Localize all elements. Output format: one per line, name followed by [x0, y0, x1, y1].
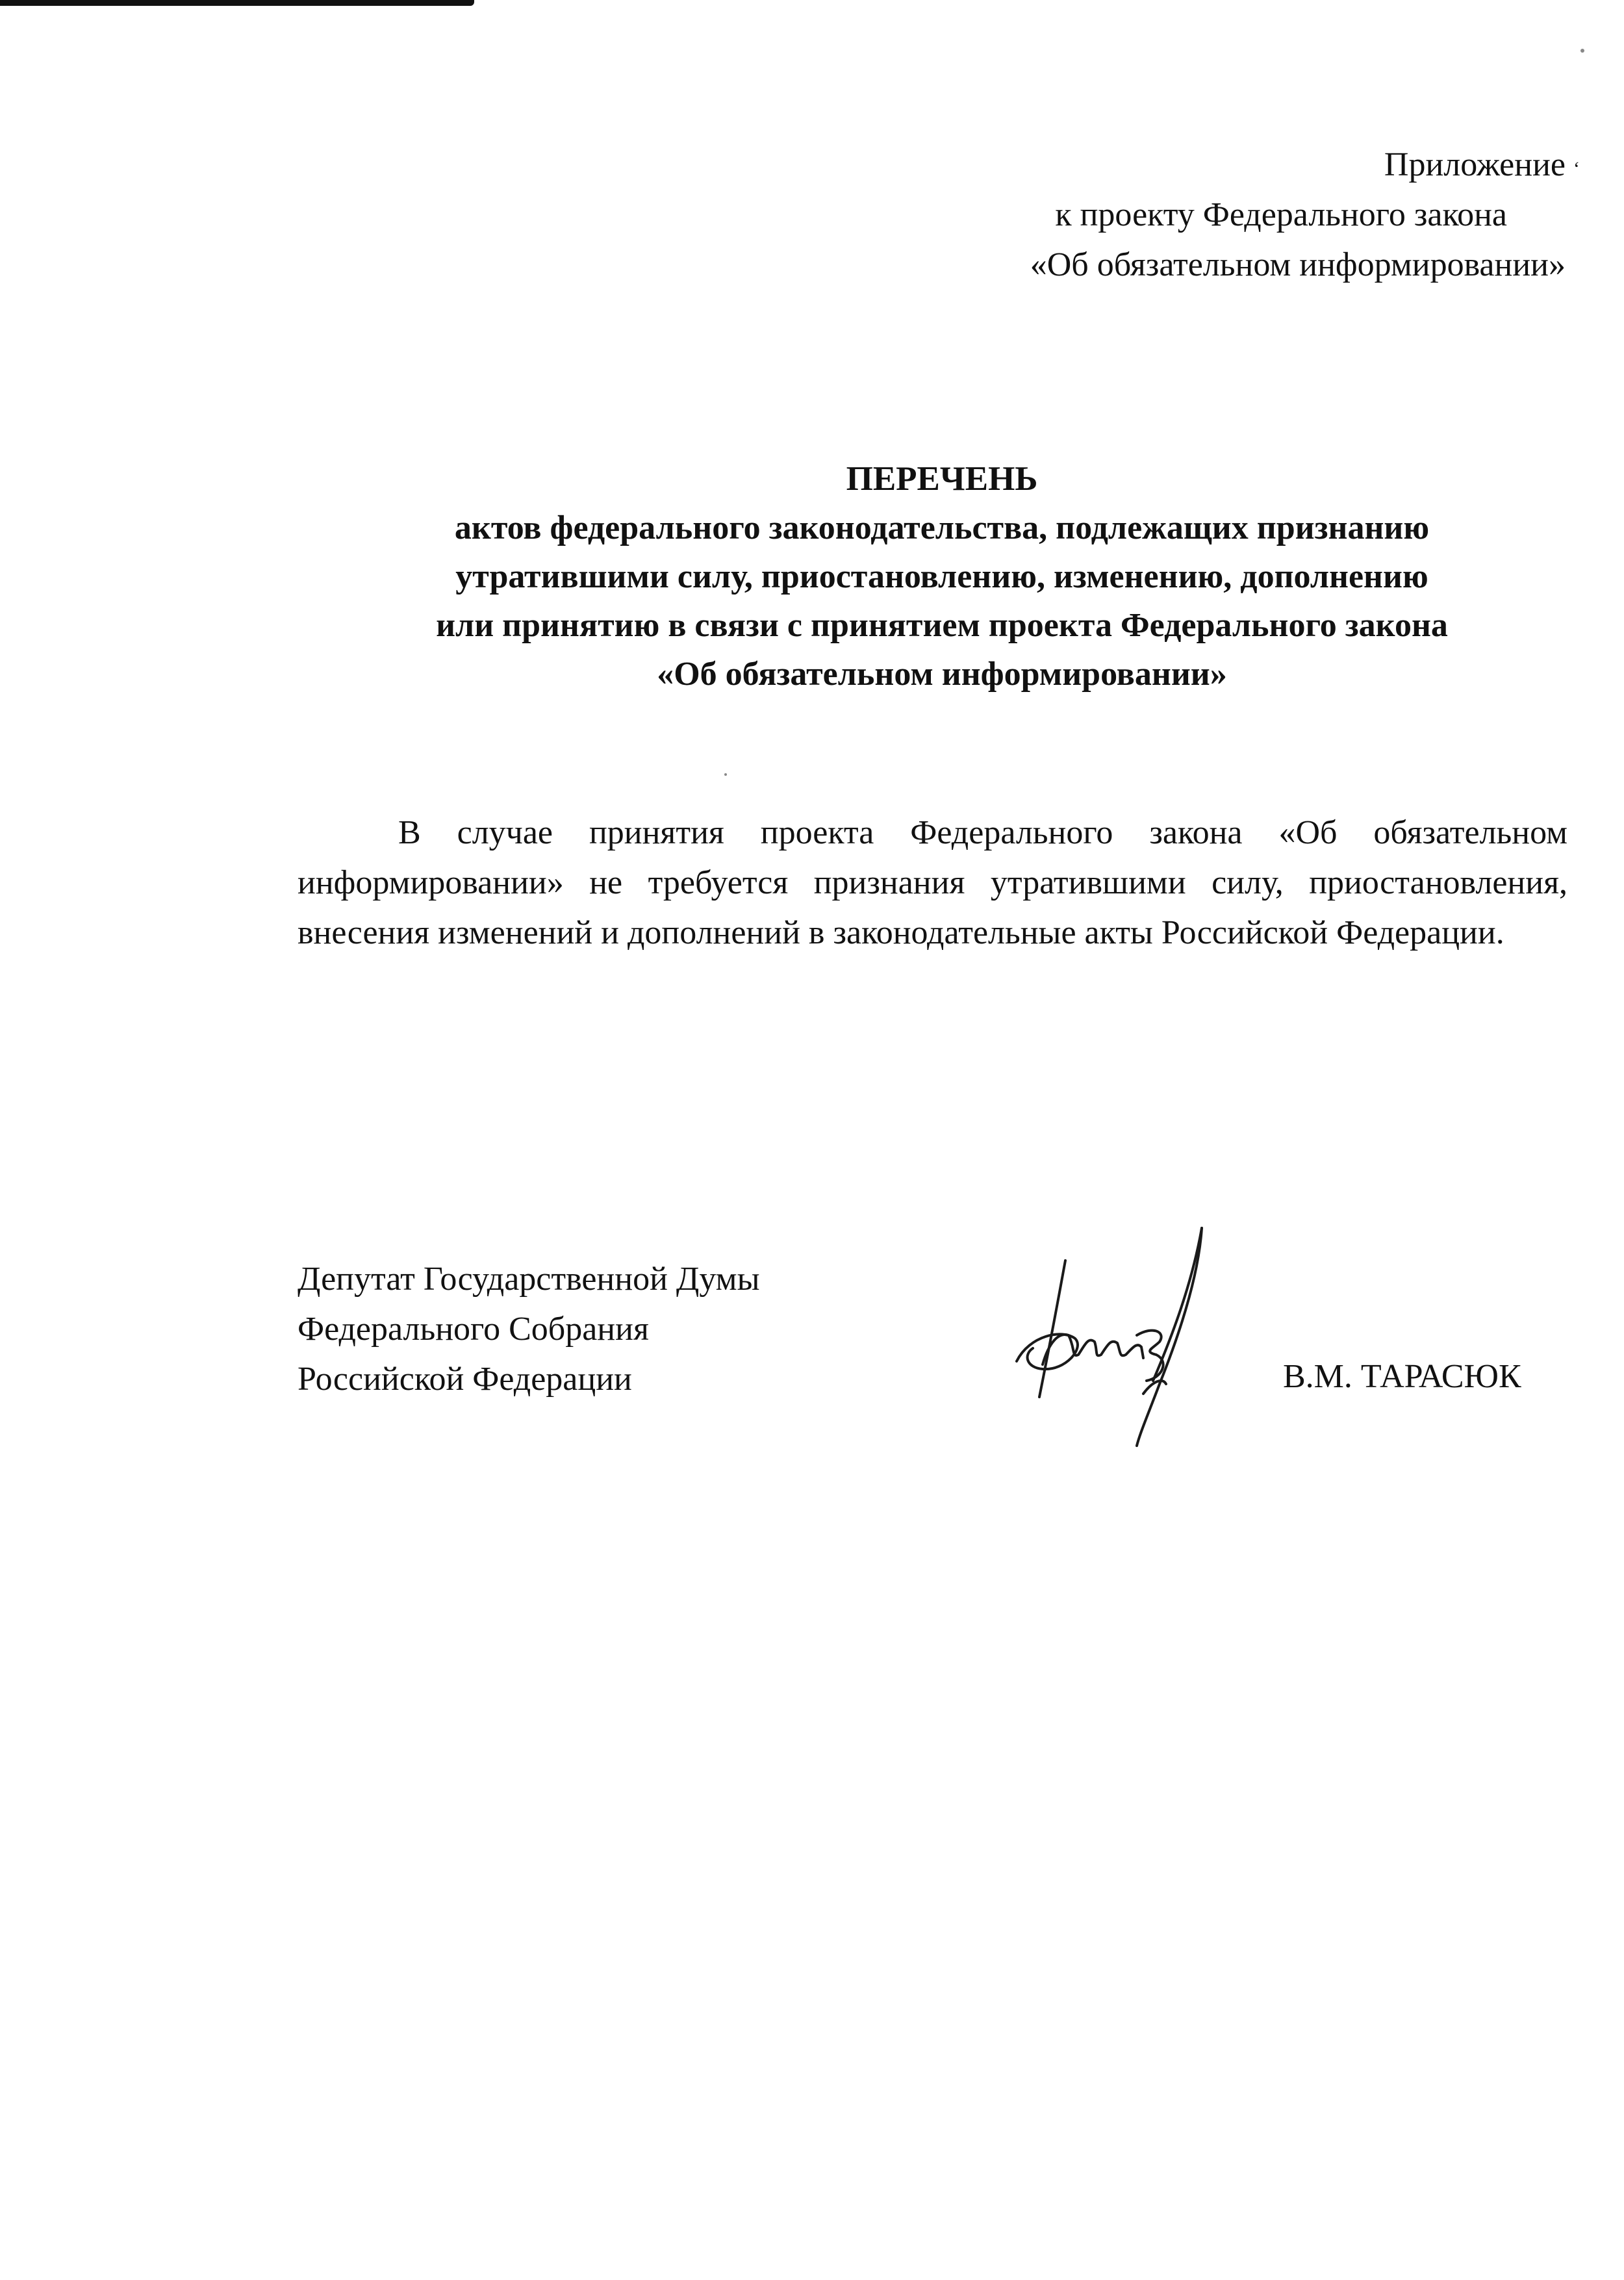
scan-speck [724, 773, 727, 776]
signatory-position-line-2: Федерального Собрания [298, 1311, 649, 1348]
handwritten-signature [1004, 1225, 1263, 1449]
title-line-3: или принятию в связи с принятием проекта Федерального закона [436, 607, 1448, 644]
annex-bill-title: «Об обязательном информировании» [1030, 246, 1566, 283]
annex-bill-reference: к проекту Федерального закона [1055, 196, 1507, 233]
body-paragraph: В случае принятия проекта Федерального закона «Об обязательном информировании» не требуется признания утратившими силу, приостановления, внесения изменений и дополнений в законодательные акты Российской Федерации. [298, 814, 1567, 951]
signatory-position [298, 1254, 760, 1404]
signatory-position-line-3: Российской Федерации [298, 1361, 632, 1398]
title-line-2: утратившими силу, приостановлению, изменению, дополнению [455, 558, 1428, 595]
scan-speck [1580, 49, 1584, 53]
title-line-1: актов федерального законодательства, подлежащих признанию [454, 509, 1430, 546]
document-title [325, 455, 1559, 698]
annex-header [786, 140, 1580, 290]
signatory-name: В.М. ТАРАСЮК [1283, 1358, 1521, 1395]
title-line-4: «Об обязательном информировании» [657, 656, 1227, 693]
annex-label: Приложение [1384, 146, 1566, 183]
scan-edge-mark [0, 0, 474, 6]
signatory-position-line-1: Депутат Государственной Думы [298, 1261, 760, 1298]
title-heading: ПЕРЕЧЕНЬ [846, 460, 1038, 498]
scan-tick-mark: ‘ [1573, 158, 1580, 179]
